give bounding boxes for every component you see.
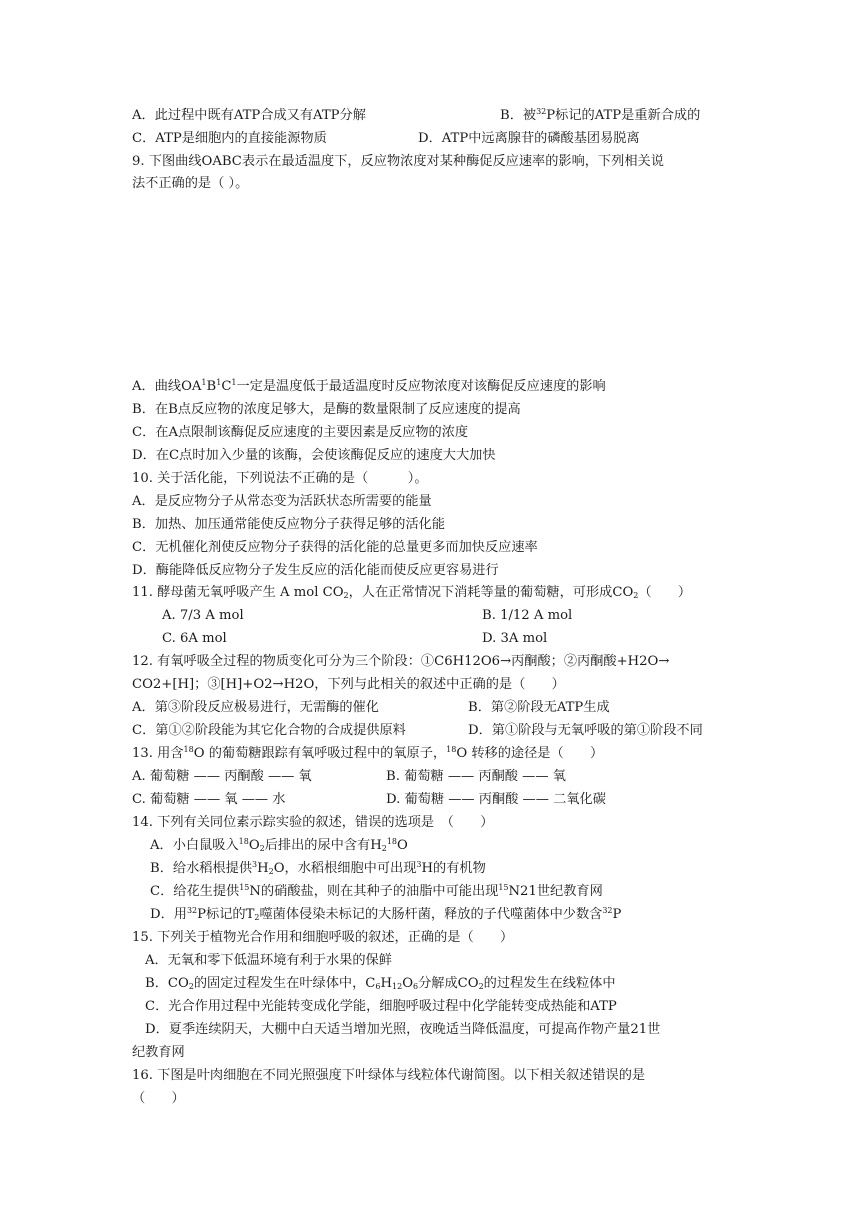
- q10-option-b: B．加热、加压通常能使反应物分子获得足够的活化能: [132, 517, 446, 532]
- q8-option-c: C．ATP是细胞内的直接能源物质: [132, 131, 327, 146]
- q9-figure-area: [132, 196, 732, 372]
- q14-option-b: B．给水稻根提供$^3H_2O$，水稻根细胞中可出现$^3$H的有机物: [150, 860, 486, 876]
- q8-option-d: D．ATP中远离腺苷的磷酸基团易脱离: [418, 131, 640, 146]
- q12-stem-line2: CO2+[H]；③[H]+O2→H2O，下列与此相关的叙述中正确的是（ ）: [132, 677, 565, 692]
- q11-option-b: B. 1/12 A mol: [482, 608, 573, 623]
- q9-option-a: A．曲线$OA^1B^1C^1$一定是温度低于最适温度时反应物浓度对该酶促反应速度的影响: [132, 378, 606, 394]
- q15-option-d-line1: D．夏季连续阴天，大棚中白天适当增加光照，夜晚适当降低温度，可提高作物产量21世: [145, 1022, 661, 1037]
- q11-option-d: D. 3A mol: [482, 631, 548, 646]
- q12-option-a: A．第③阶段反应极易进行，无需酶的催化: [132, 700, 379, 715]
- q15-option-b: B．$CO_2$的固定过程发生在叶绿体中，$C_6H_{12}O_6$分解成$CO_2$的过程发生在线粒体中: [145, 976, 616, 991]
- q12-option-d: D．第①阶段与无氧呼吸的第①阶段不同: [468, 723, 703, 738]
- q10-stem: 10. 关于活化能，下列说法不正确的是（ ）。: [132, 471, 428, 486]
- q10-option-c: C．无机催化剂使反应物分子获得的活化能的总量更多而加快反应速率: [132, 540, 538, 555]
- q12-option-c: C．第①②阶段能为其它化合物的合成提供原料: [132, 723, 406, 738]
- q14-option-d: D．用$^{32}$P标记的$T_2$噬菌体侵染未标记的大肠杆菌，释放的子代噬菌体中少数含$^{32}$P: [150, 906, 622, 922]
- q11-option-a: A. 7/3 A mol: [162, 608, 244, 623]
- q14-option-a: A．小白鼠吸入$^{18}O_2$后排出的尿中含有$H_2^{18}O$: [150, 837, 408, 853]
- q13-stem: 13. 用含$^{18}$O 的葡萄糖跟踪有氧呼吸过程中的氧原子，$^{18}$O 转移的途径是（ ）: [132, 745, 604, 761]
- q9-option-b: B．在B点反应物的浓度足够大，是酶的数量限制了反应速度的提高: [132, 402, 521, 417]
- q13-option-a: A. 葡萄糖 —— 丙酮酸 —— 氧: [132, 769, 312, 784]
- q11-option-c: C. 6A mol: [162, 631, 227, 646]
- q12-stem-line1: 12. 有氧呼吸全过程的物质变化可分为三个阶段：①C6H12O6→丙酮酸；②丙酮酸+H2O→: [132, 654, 670, 669]
- q13-option-c: C. 葡萄糖 —— 氧 —— 水: [132, 792, 286, 807]
- q11-stem: 11. 酵母菌无氧呼吸产生 A mol $CO_2$，人在正常情况下消耗等量的葡萄糖，可形成$CO_2$（ ）: [132, 585, 692, 600]
- q15-stem: 15. 下列关于植物光合作用和细胞呼吸的叙述，正确的是（ ）: [132, 930, 514, 945]
- q9-stem-line1: 9. 下图曲线OABC表示在最适温度下，反应物浓度对某种酶促反应速率的影响，下列相关说: [132, 154, 664, 169]
- q10-option-d: D．酶能降低反应物分子发生反应的活化能而使反应更容易进行: [132, 563, 499, 578]
- q13-option-d: D. 葡萄糖 —— 丙酮酸 —— 二氧化碳: [386, 792, 606, 807]
- q14-stem: 14. 下列有关同位素示踪实验的叙述，错误的选项是 （ ）: [132, 815, 494, 830]
- q16-stem-line2: （ ）: [132, 1091, 185, 1106]
- q9-option-d: D．在C点时加入少量的该酶，会使该酶促反应的速度大大加快: [132, 448, 496, 463]
- q8-option-b: B．被$^{32}$P标记的ATP是重新合成的: [500, 107, 701, 123]
- q9-option-c: C．在A点限制该酶促反应速度的主要因素是反应物的浓度: [132, 425, 469, 440]
- q10-option-a: A．是反应物分子从常态变为活跃状态所需要的能量: [132, 494, 432, 509]
- q9-stem-line2: 法不正确的是（ ）。: [132, 176, 249, 191]
- q16-stem-line1: 16. 下图是叶肉细胞在不同光照强度下叶绿体与线粒体代谢简图。以下相关叙述错误的是: [132, 1068, 646, 1083]
- q13-option-b: B. 葡萄糖 —— 丙酮酸 —— 氧: [386, 769, 566, 784]
- q8-option-a: A．此过程中既有ATP合成又有ATP分解: [132, 108, 366, 123]
- q12-option-b: B．第②阶段无ATP生成: [468, 700, 610, 715]
- q15-option-d-line2: 纪教育网: [132, 1045, 185, 1060]
- q15-option-a: A．无氧和零下低温环境有利于水果的保鲜: [145, 953, 392, 968]
- q15-option-c: C．光合作用过程中光能转变成化学能，细胞呼吸过程中化学能转变成热能和ATP: [145, 999, 617, 1014]
- q14-option-c: C．给花生提供$^{15}$N的硝酸盐，则在其种子的油脂中可能出现$^{15}$N21世纪教育网: [150, 883, 603, 899]
